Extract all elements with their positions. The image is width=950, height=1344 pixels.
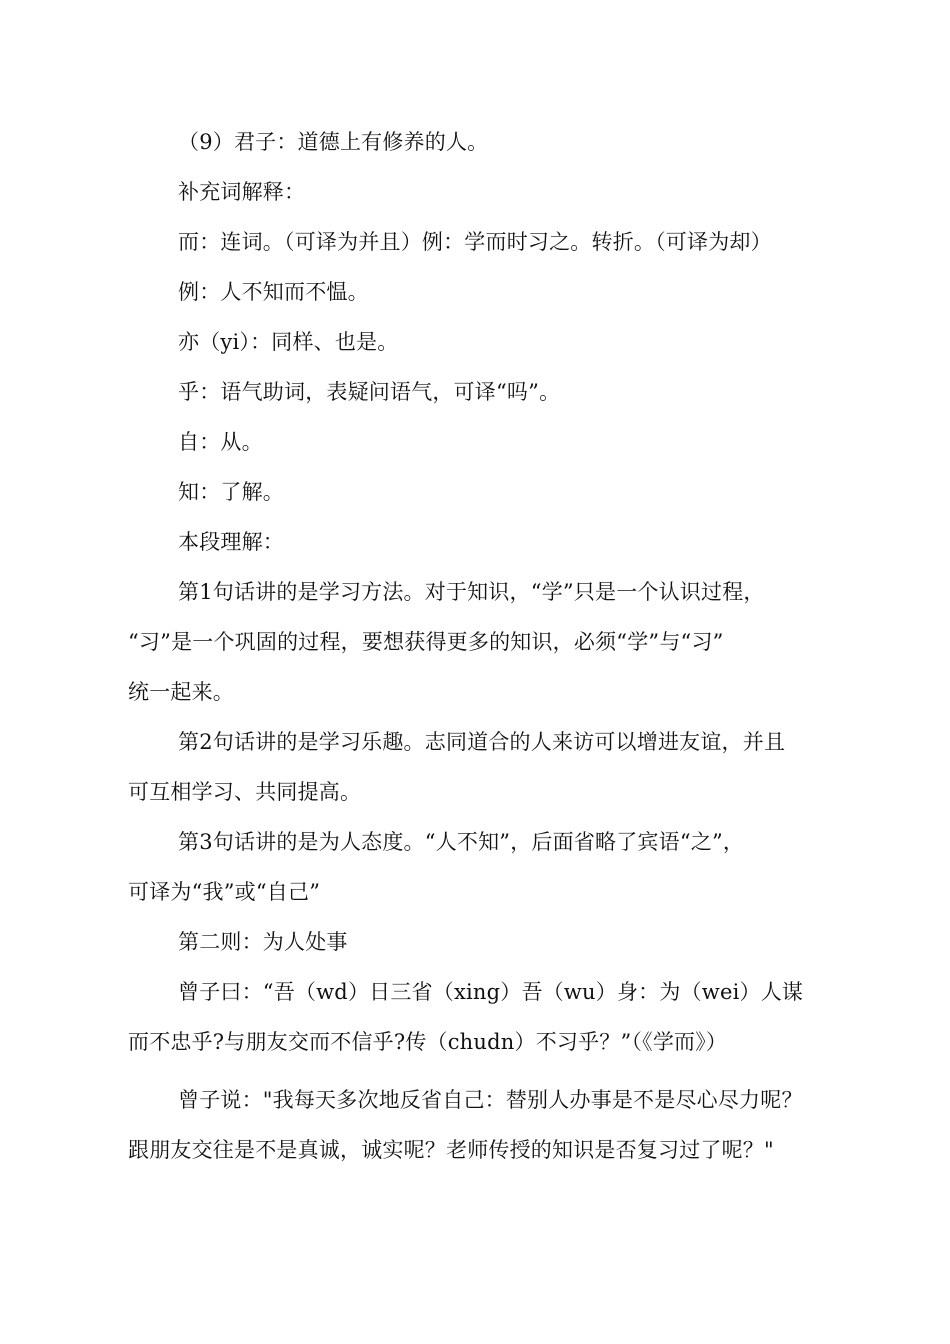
quote-line-2: 而不忠乎?与朋友交而不信乎?传（chudn）不习乎？”（《学而》）: [128, 1030, 728, 1054]
definition-yi: 亦（yi）：同样、也是。: [178, 330, 399, 354]
paragraph-1-line-1: 第1句话讲的是学习方法。对于知识，“学”只是一个认识过程，: [178, 580, 765, 604]
definition-hu: 乎：语气助词，表疑问语气，可译“吗”。: [178, 380, 561, 404]
definition-zhi: 知：了解。: [178, 480, 284, 504]
paragraph-2-line-1: 第2句话讲的是学习乐趣。志同道合的人来访可以增进友谊，并且: [178, 730, 786, 754]
definition-junzi: （9）君子：道德上有修养的人。: [178, 130, 489, 154]
definition-er: 而：连词。（可译为并且）例：学而时习之。转折。（可译为却）: [178, 230, 772, 254]
paragraph-2-line-2: 可互相学习、共同提高。: [128, 780, 362, 804]
translation-line-2: 跟朋友交往是不是真诚，诚实呢？老师传授的知识是否复习过了呢？": [128, 1138, 774, 1162]
definition-er-example: 例：人不知而不愠。: [178, 280, 369, 304]
definition-zi: 自：从。: [178, 430, 263, 454]
quote-line-1: 曾子曰：“吾（wd）日三省（xing）吾（wu）身：为（wei）人谋: [178, 980, 804, 1004]
paragraph-3-line-2: 可译为“我”或“自己”: [128, 880, 321, 904]
heading-supplementary-words: 补充词解释：: [178, 180, 306, 204]
section-heading-second-rule: 第二则：为人处事: [178, 930, 348, 954]
paragraph-3-line-1: 第3句话讲的是为人态度。“人不知”，后面省略了宾语“之”，: [178, 830, 745, 854]
translation-line-1: 曾子说："我每天多次地反省自己：替别人办事是不是尽心尽力呢？: [178, 1088, 803, 1112]
paragraph-1-line-2: “习”是一个巩固的过程，要想获得更多的知识，必须“学”与“习”: [128, 630, 724, 654]
heading-paragraph-understanding: 本段理解：: [178, 530, 284, 554]
paragraph-1-line-3: 统一起来。: [128, 680, 234, 704]
